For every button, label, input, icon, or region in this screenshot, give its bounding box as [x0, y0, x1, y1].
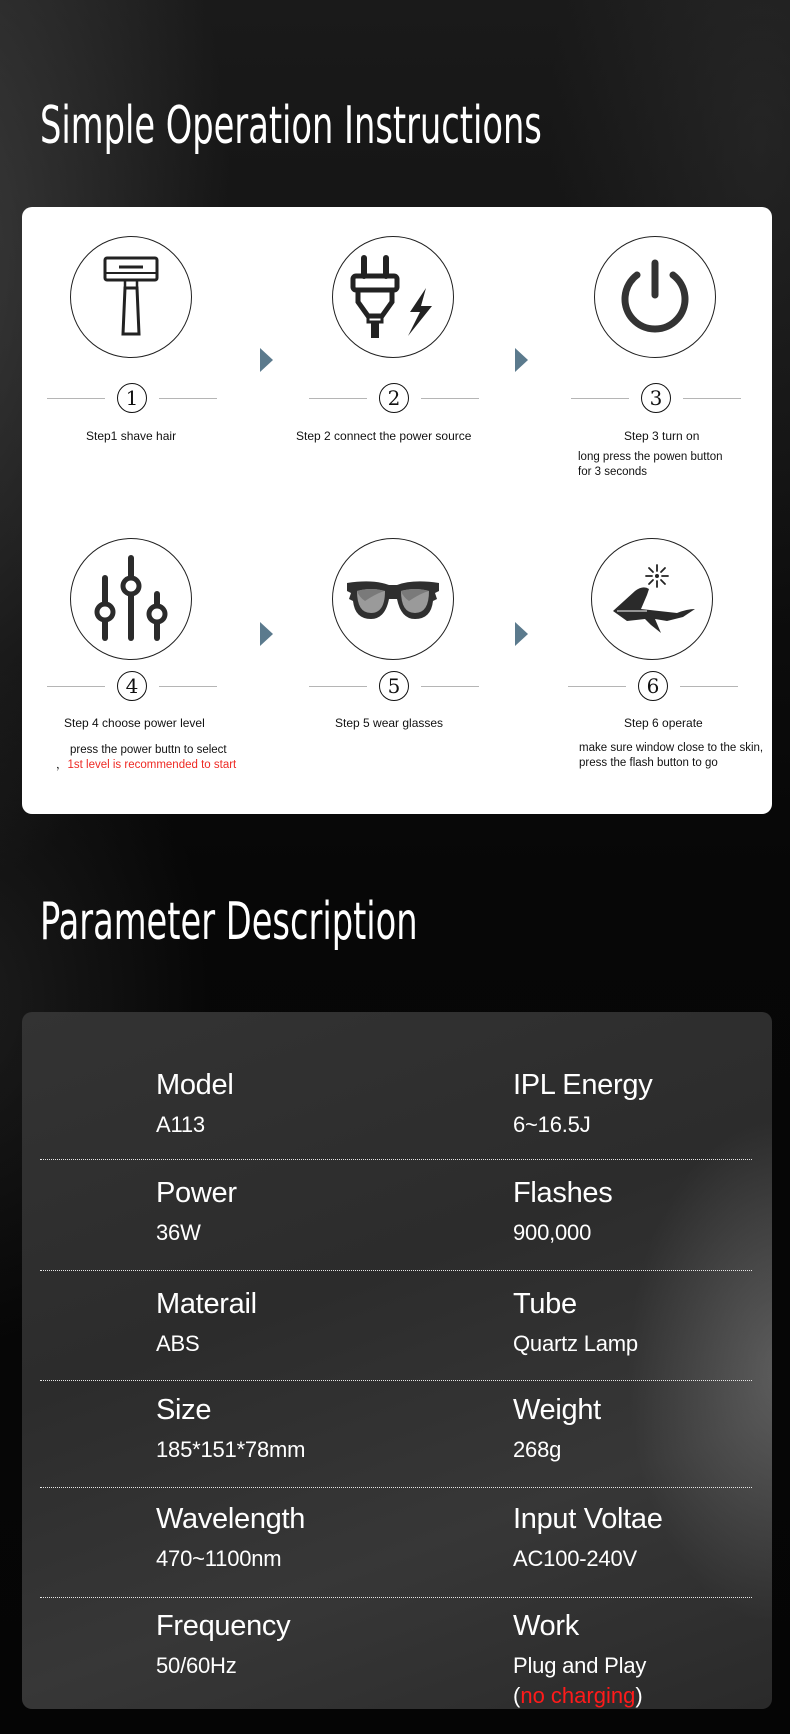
step-6-desc-line-2: press the flash button to go — [579, 757, 718, 769]
param-value: AC100-240V — [513, 1546, 637, 1571]
divider-line — [571, 398, 629, 399]
operation-instructions-title: Simple Operation Instructions — [40, 96, 542, 156]
param-flashes — [513, 1176, 612, 1248]
no-charging-highlight: no charging — [520, 1683, 636, 1708]
no-charging-note — [513, 1681, 646, 1709]
step-6-title: Step 6 operate — [624, 716, 703, 730]
divider-line — [309, 398, 367, 399]
param-label: IPL Energy — [513, 1069, 653, 1101]
param-ipl-energy — [513, 1068, 652, 1140]
step-5-title: Step 5 wear glasses — [335, 716, 444, 730]
plug-power-icon — [348, 252, 438, 342]
arrow-right-icon — [515, 622, 528, 646]
param-label: Power — [156, 1177, 237, 1209]
paren-close: ) — [635, 1683, 643, 1708]
param-label: Model — [156, 1069, 234, 1101]
param-label: Tube — [513, 1288, 577, 1320]
parameter-table-card — [22, 1012, 772, 1709]
step-3-icon-circle — [594, 236, 716, 358]
step-2-number: 2 — [379, 383, 409, 413]
step-6-description — [579, 741, 763, 771]
divider-line — [159, 398, 217, 399]
arrow-right-icon — [260, 348, 273, 372]
step-3-desc-line-2: for 3 seconds — [578, 466, 648, 478]
step-4-icon-circle — [70, 538, 192, 660]
step-5-icon-circle — [332, 538, 454, 660]
divider-line — [47, 686, 105, 687]
step-1-title: Step1 shave hair — [86, 429, 177, 443]
param-row-1 — [40, 1050, 752, 1160]
param-label: Weight — [513, 1394, 601, 1426]
step-4-desc-line-2 — [56, 758, 236, 773]
divider-line — [421, 398, 479, 399]
param-value: 470~1100nm — [156, 1546, 282, 1571]
desc-prefix: ， — [56, 759, 68, 771]
sunglasses-icon — [343, 569, 443, 629]
operation-steps-card — [22, 207, 772, 814]
step-6-desc-line-1: make sure window close to the skin, — [579, 742, 764, 754]
divider-line — [683, 398, 741, 399]
recommendation-highlight: 1st level is recommended to start — [67, 759, 237, 771]
step-3-number-row — [571, 383, 741, 413]
step-2-number-row — [309, 383, 479, 413]
param-row-6 — [40, 1598, 752, 1709]
step-3-title: Step 3 turn on — [624, 429, 700, 443]
divider-line — [421, 686, 479, 687]
step-5-number-row — [309, 671, 479, 701]
param-weight — [513, 1393, 601, 1465]
param-value: 185*151*78mm — [156, 1437, 306, 1462]
step-4-title: Step 4 choose power level — [64, 716, 205, 730]
step-1-number: 1 — [117, 383, 147, 413]
power-button-icon — [615, 257, 695, 337]
step-2-title: Step 2 connect the power source — [296, 429, 472, 443]
paren-open: ( — [513, 1683, 521, 1708]
param-wavelength — [156, 1502, 305, 1574]
param-label: Input Voltae — [513, 1503, 663, 1535]
param-value: 268g — [513, 1437, 562, 1462]
razor-icon — [101, 252, 161, 342]
step-3-description — [578, 450, 723, 480]
param-input-voltage — [513, 1502, 663, 1574]
step-4-number: 4 — [117, 671, 147, 701]
param-value: 6~16.5J — [513, 1112, 591, 1137]
param-label: Size — [156, 1394, 212, 1426]
step-3-number: 3 — [641, 383, 671, 413]
step-4-desc-line-1: press the power buttn to select — [70, 744, 227, 756]
param-value: ABS — [156, 1331, 200, 1356]
param-value: Plug and Play — [513, 1653, 647, 1678]
divider-line — [680, 686, 738, 687]
divider-line — [568, 686, 626, 687]
param-size — [156, 1393, 305, 1465]
step-3-desc-line-1: long press the powen button — [578, 451, 723, 463]
arrow-right-icon — [260, 622, 273, 646]
param-row-5 — [40, 1488, 752, 1598]
step-6-icon-circle — [591, 538, 713, 660]
divider-line — [47, 398, 105, 399]
param-power — [156, 1176, 237, 1248]
param-label: Materail — [156, 1288, 257, 1320]
step-1-number-row — [47, 383, 217, 413]
param-label: Flashes — [513, 1177, 613, 1209]
param-tube — [513, 1287, 638, 1359]
param-work — [513, 1609, 646, 1709]
param-label: Wavelength — [156, 1503, 306, 1535]
param-value: 36W — [156, 1220, 201, 1245]
step-5-number: 5 — [379, 671, 409, 701]
step-1-icon-circle — [70, 236, 192, 358]
param-row-3 — [40, 1271, 752, 1381]
step-2-icon-circle — [332, 236, 454, 358]
param-frequency — [156, 1609, 290, 1681]
arrow-right-icon — [515, 348, 528, 372]
param-value: A113 — [156, 1112, 205, 1137]
param-value: 900,000 — [513, 1220, 592, 1245]
param-row-4 — [40, 1381, 752, 1488]
param-label: Frequency — [156, 1610, 291, 1642]
step-6-number-row — [568, 671, 738, 701]
step-4-description — [56, 743, 236, 773]
parameter-description-title: Parameter Description — [40, 892, 418, 952]
param-value: Quartz Lamp — [513, 1331, 638, 1356]
param-label: Work — [513, 1610, 579, 1642]
divider-line — [159, 686, 217, 687]
step-6-number: 6 — [638, 671, 668, 701]
param-row-2 — [40, 1160, 752, 1271]
sliders-icon — [91, 554, 171, 644]
param-model — [156, 1068, 234, 1140]
divider-line — [309, 686, 367, 687]
step-4-number-row — [47, 671, 217, 701]
param-material — [156, 1287, 257, 1359]
leg-flash-icon — [607, 559, 697, 639]
param-value: 50/60Hz — [156, 1653, 237, 1678]
